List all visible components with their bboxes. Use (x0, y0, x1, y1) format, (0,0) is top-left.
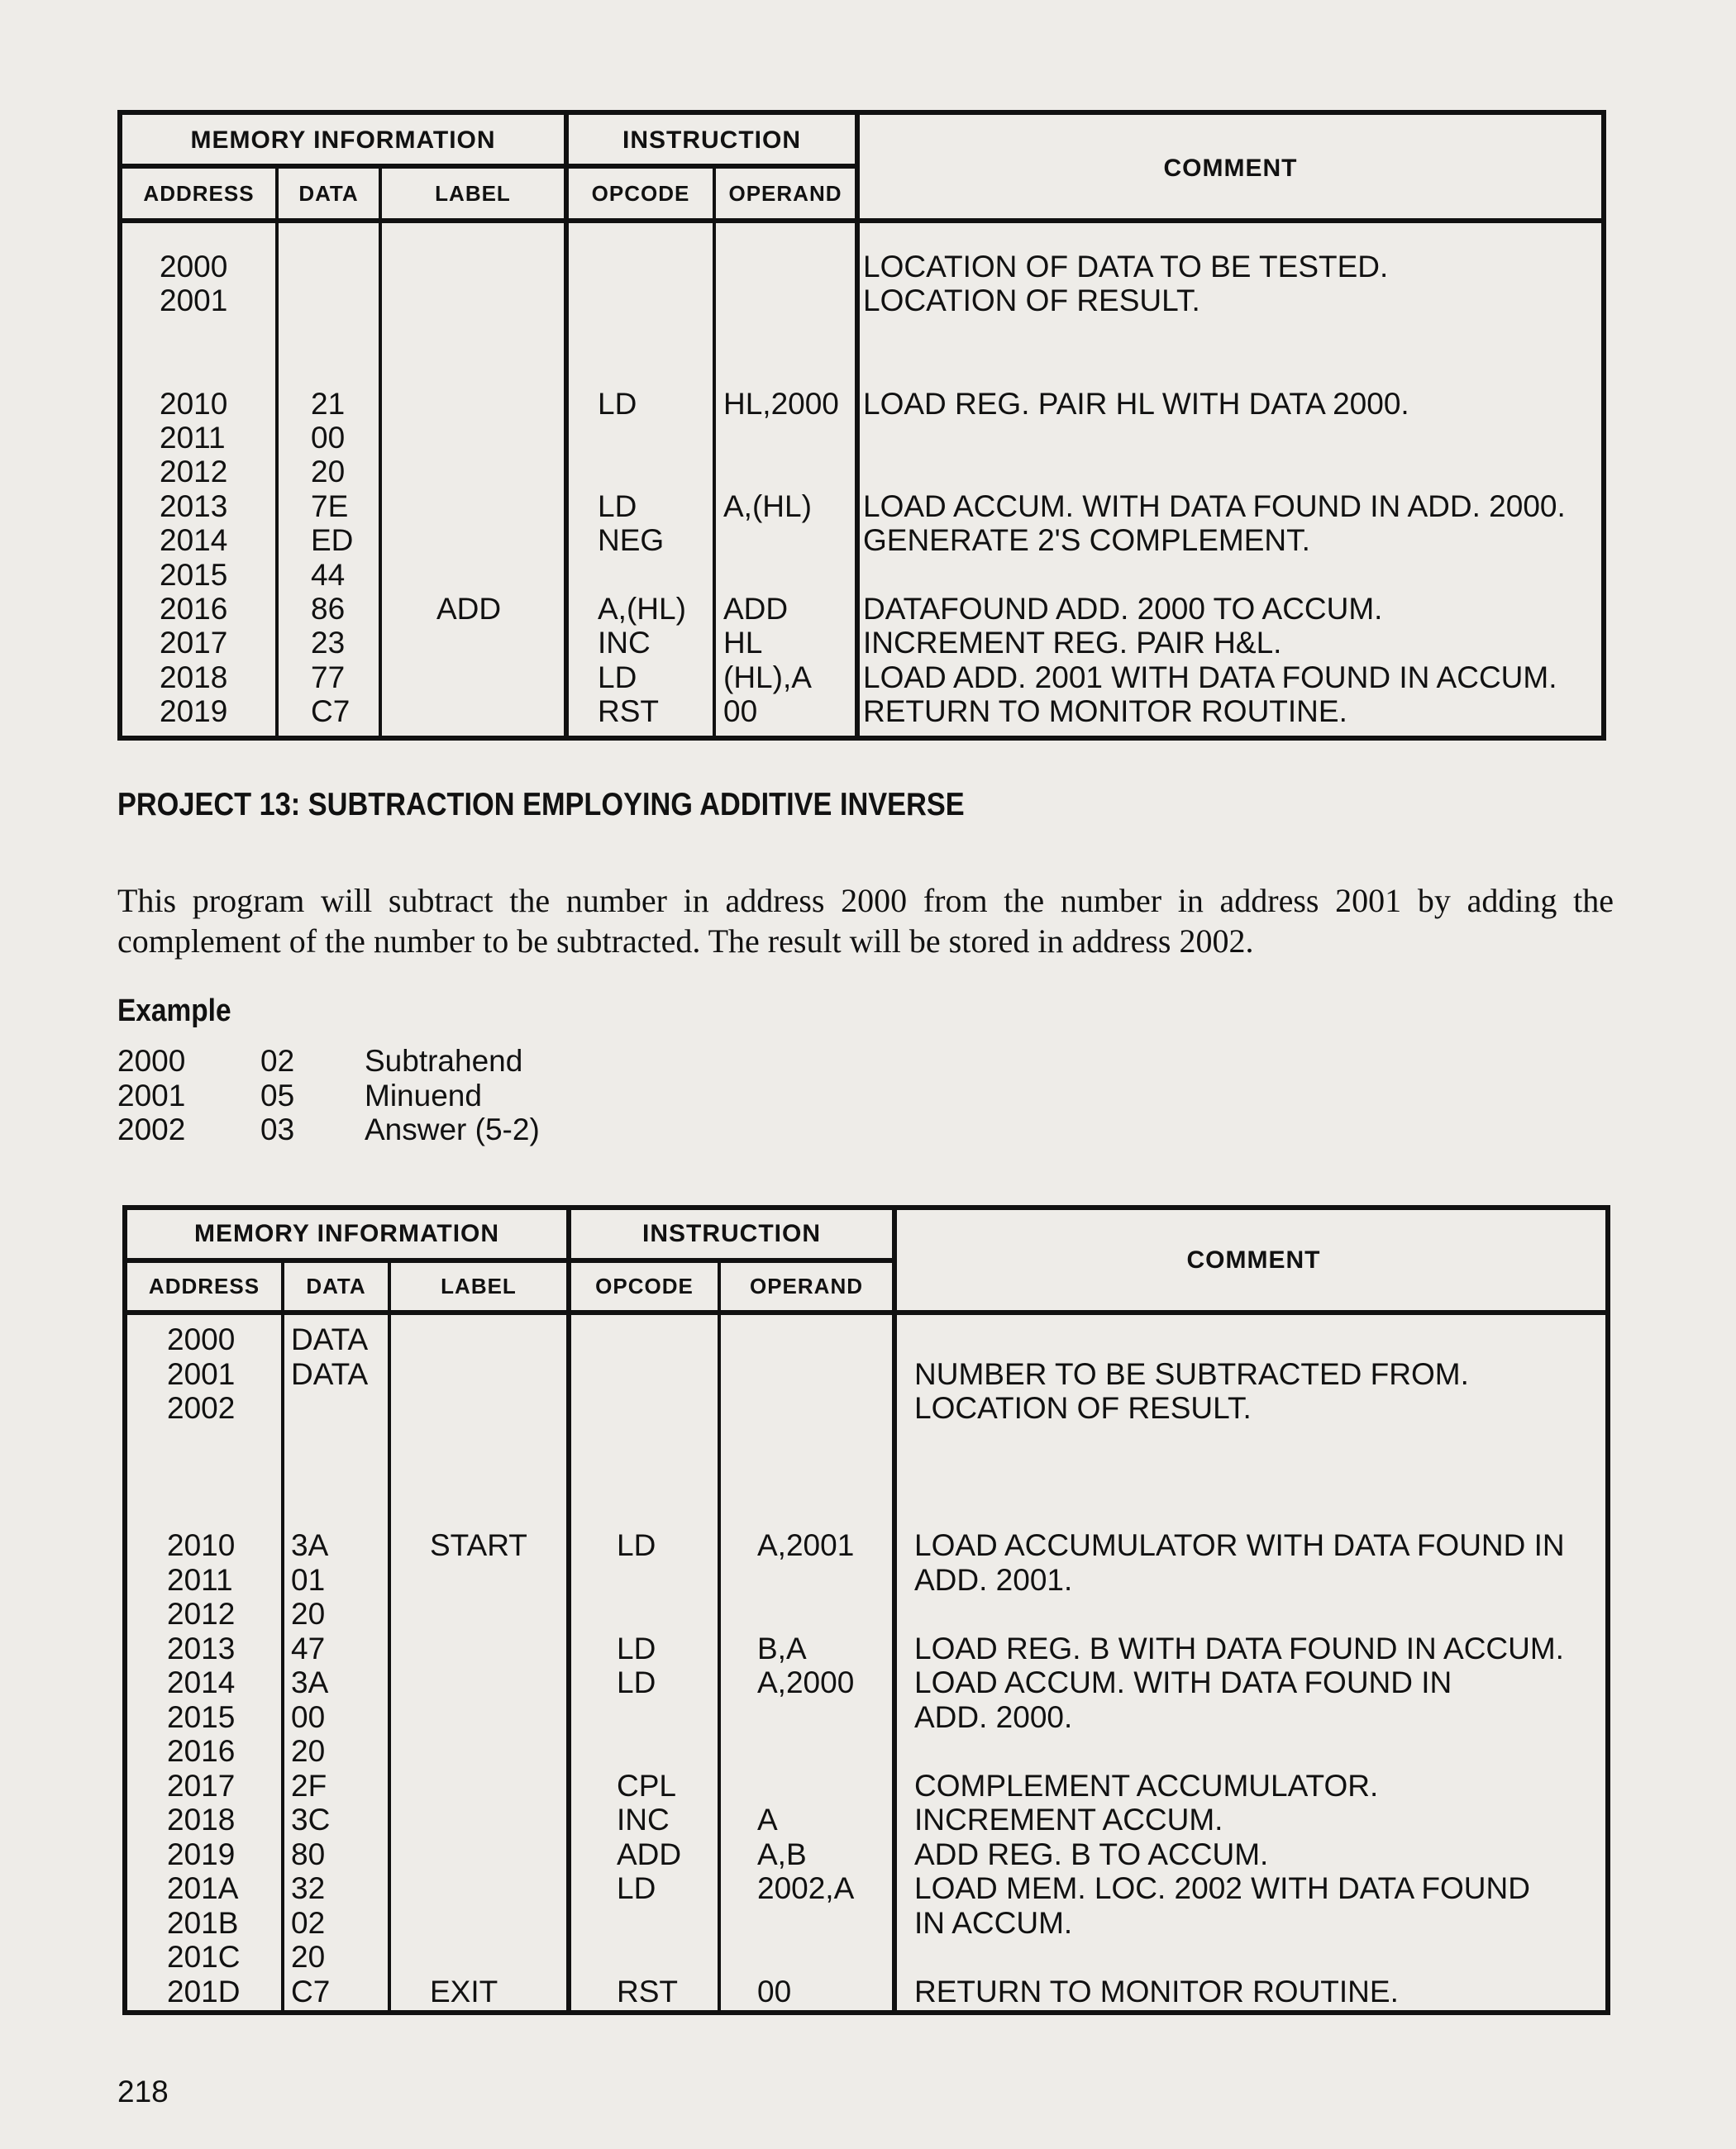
cell-opcode: LD (617, 1631, 656, 1665)
cell-opcode (598, 318, 686, 352)
cell-operand (757, 1700, 854, 1735)
cell-data (311, 318, 353, 352)
column-comment (914, 1322, 1565, 2008)
cell-label (436, 489, 501, 523)
cell-data: 47 (291, 1631, 326, 1665)
cell-label (430, 1322, 527, 1357)
cell-operand: 00 (757, 1974, 792, 2008)
cell-comment (863, 421, 1566, 455)
cell-operand (757, 1597, 854, 1632)
header-instruction: INSTRUCTION (642, 1220, 821, 1247)
cell-label (436, 694, 501, 728)
cell-comment: GENERATE 2'S COMPLEMENT. (863, 523, 1310, 558)
cell-operand (757, 1940, 854, 1975)
cell-opcode: LD (598, 660, 637, 694)
cell-address (160, 352, 227, 386)
cell-comment: LOCATION OF DATA TO BE TESTED. (863, 250, 1389, 284)
cell-opcode (598, 250, 686, 284)
cell-opcode: LD (617, 1528, 656, 1562)
column-label (436, 250, 501, 728)
cell-address: 201B (167, 1905, 239, 1940)
column-comment (863, 250, 1566, 728)
cell-comment: LOAD MEM. LOC. 2002 WITH DATA FOUND (914, 1871, 1530, 1905)
cell-label (430, 1734, 527, 1769)
cell-opcode (617, 1906, 681, 1941)
cell-operand (757, 1906, 854, 1941)
cell-comment (863, 455, 1566, 488)
cell-comment: DATAFOUND ADD. 2000 TO ACCUM. (863, 591, 1383, 626)
program-table-1 (117, 110, 1606, 741)
cell-data: 2F (291, 1768, 327, 1803)
cell-data: 20 (291, 1940, 326, 1974)
project-description: This program will subtract the number in address 2000 from the number in address 2001 by adding the complement of the number to be subtracted. The result will be stored in address 2002. (117, 882, 1614, 960)
cell-label (430, 1906, 527, 1941)
cell-opcode (617, 1940, 681, 1975)
cell-opcode: RST (598, 694, 659, 729)
cell-comment (863, 352, 1566, 386)
cell-label (430, 1632, 527, 1666)
cell-data: DATA (291, 1356, 369, 1391)
cell-data: 7E (311, 488, 349, 523)
cell-data: DATA (291, 1322, 369, 1356)
cell-data: 23 (311, 626, 346, 660)
cell-address: 2016 (160, 591, 228, 626)
cell-operand: HL,2000 (723, 386, 839, 421)
cell-opcode (617, 1700, 681, 1735)
cell-data: 00 (311, 420, 346, 455)
cell-label (430, 1494, 527, 1529)
cell-address: 2001 (160, 284, 228, 318)
example-address: 2000 (117, 1044, 186, 1078)
cell-label (436, 318, 501, 352)
cell-address: 2010 (167, 1528, 236, 1562)
cell-label (436, 660, 501, 694)
cell-comment: ADD. 2001. (914, 1562, 1073, 1597)
cell-opcode (617, 1494, 681, 1529)
cell-address: 2015 (160, 557, 228, 592)
header-comment: COMMENT (1186, 1246, 1321, 1274)
cell-comment (863, 558, 1566, 592)
cell-opcode: LD (617, 1665, 656, 1699)
cell-operand (757, 1734, 854, 1769)
cell-operand (757, 1391, 854, 1426)
cell-comment (914, 1734, 1565, 1769)
cell-operand (757, 1769, 854, 1804)
header-label: LABEL (441, 1274, 517, 1298)
col-divider-opcode-operand (718, 1258, 721, 2015)
cell-opcode: RST (617, 1974, 678, 2008)
cell-operand: (HL),A (723, 660, 812, 694)
header-data: DATA (306, 1274, 366, 1298)
cell-opcode: LD (598, 488, 637, 523)
cell-opcode (598, 558, 686, 592)
cell-label (430, 1700, 527, 1735)
cell-operand: A,2000 (757, 1665, 855, 1699)
cell-data (291, 1494, 368, 1529)
column-address (160, 250, 227, 728)
cell-operand: A,B (757, 1837, 807, 1871)
example-title: Example (117, 993, 231, 1028)
cell-data (311, 250, 353, 284)
header-opcode: OPCODE (595, 1274, 694, 1298)
header-address: ADDRESS (148, 1274, 260, 1298)
cell-comment: LOAD REG. PAIR HL WITH DATA 2000. (863, 386, 1409, 421)
cell-label (430, 1837, 527, 1872)
cell-label: START (430, 1528, 527, 1562)
cell-label (430, 1426, 527, 1460)
column-operand (723, 250, 839, 728)
cell-comment: NUMBER TO BE SUBTRACTED FROM. (914, 1356, 1469, 1391)
cell-data: 21 (311, 386, 346, 421)
cell-comment: INCREMENT REG. PAIR H&L. (863, 626, 1282, 660)
example-value: 05 (260, 1078, 295, 1113)
cell-opcode: ADD (617, 1837, 682, 1871)
cell-comment (914, 1426, 1565, 1460)
header-memory-information: MEMORY INFORMATION (190, 126, 496, 154)
cell-operand (723, 523, 839, 557)
header-divider (127, 1258, 892, 1263)
cell-address: 2018 (167, 1803, 236, 1837)
cell-operand (757, 1494, 854, 1529)
cell-comment: LOAD REG. B WITH DATA FOUND IN ACCUM. (914, 1631, 1564, 1665)
cell-comment (914, 1460, 1565, 1494)
cell-label (436, 250, 501, 284)
cell-comment: LOCATION OF RESULT. (863, 284, 1200, 318)
cell-opcode: A,(HL) (598, 591, 686, 626)
cell-address: 201C (167, 1940, 241, 1974)
cell-address: 2013 (167, 1631, 236, 1665)
cell-operand (723, 421, 839, 455)
cell-label (436, 352, 501, 386)
cell-operand (757, 1322, 854, 1357)
cell-label (436, 284, 501, 317)
cell-label: EXIT (430, 1974, 498, 2008)
column-opcode (617, 1322, 681, 2008)
cell-address: 2002 (167, 1391, 236, 1425)
cell-comment (914, 1322, 1565, 1357)
cell-data: ED (311, 523, 354, 558)
cell-data: 01 (291, 1562, 326, 1597)
cell-opcode: CPL (617, 1768, 676, 1803)
example-address: 2001 (117, 1078, 186, 1113)
cell-comment: RETURN TO MONITOR ROUTINE. (863, 694, 1347, 729)
cell-data (311, 284, 353, 317)
cell-comment: LOCATION OF RESULT. (914, 1391, 1252, 1425)
cell-label (430, 1460, 527, 1494)
cell-opcode (598, 455, 686, 488)
cell-label (436, 421, 501, 455)
header-memory-information: MEMORY INFORMATION (193, 1220, 500, 1247)
cell-opcode: LD (617, 1871, 656, 1905)
cell-data: 44 (311, 557, 346, 592)
cell-data: 32 (291, 1871, 326, 1905)
cell-address: 2019 (167, 1837, 236, 1871)
cell-label (430, 1940, 527, 1975)
cell-address: 2000 (167, 1322, 236, 1356)
header-opcode: OPCODE (591, 181, 690, 206)
cell-operand: A (757, 1803, 778, 1837)
cell-data: 3C (291, 1803, 331, 1837)
cell-operand: A,2001 (757, 1528, 855, 1562)
cell-comment: LOAD ACCUM. WITH DATA FOUND IN (914, 1665, 1452, 1699)
cell-data: 77 (311, 660, 346, 694)
cell-operand (757, 1563, 854, 1598)
cell-label (430, 1357, 527, 1392)
cell-opcode (617, 1357, 681, 1392)
cell-address: 2010 (160, 386, 228, 421)
cell-address: 2012 (160, 455, 228, 489)
cell-opcode (617, 1426, 681, 1460)
column-address (167, 1322, 240, 2008)
cell-operand: 00 (723, 694, 758, 729)
cell-label (436, 523, 501, 557)
cell-data: 86 (311, 591, 346, 626)
cell-data: 02 (291, 1905, 326, 1940)
cell-operand: ADD (723, 591, 789, 626)
cell-data: 3A (291, 1528, 329, 1562)
cell-address: 2000 (160, 250, 228, 284)
header-comment: COMMENT (1163, 155, 1298, 182)
cell-comment (914, 1940, 1565, 1975)
cell-address (167, 1426, 240, 1460)
cell-address: 2012 (167, 1597, 236, 1631)
divider-memory-instruction (564, 115, 569, 741)
cell-address: 2017 (167, 1768, 236, 1803)
cell-data: C7 (291, 1974, 331, 2008)
program-table-2 (122, 1205, 1610, 2015)
cell-address: 2014 (167, 1665, 236, 1699)
cell-comment: RETURN TO MONITOR ROUTINE. (914, 1974, 1399, 2008)
cell-operand (757, 1357, 854, 1392)
cell-opcode (617, 1597, 681, 1632)
col-divider-address-data (275, 164, 279, 741)
example-note: Minuend (365, 1078, 482, 1113)
cell-label (436, 626, 501, 660)
cell-address: 201D (167, 1974, 241, 2008)
cell-label: ADD (436, 591, 502, 626)
cell-comment (914, 1494, 1565, 1529)
cell-data (291, 1426, 368, 1460)
header-instruction: INSTRUCTION (622, 126, 801, 154)
column-data (291, 1322, 368, 2008)
cell-label (436, 455, 501, 488)
cell-opcode: NEG (598, 523, 665, 558)
cell-data (311, 352, 353, 386)
cell-opcode (617, 1391, 681, 1426)
example-note: Answer (5-2) (365, 1113, 540, 1146)
cell-opcode (617, 1563, 681, 1598)
cell-opcode (617, 1460, 681, 1494)
cell-opcode (598, 352, 686, 386)
col-divider-address-data (281, 1258, 284, 2015)
example-value: 03 (260, 1113, 295, 1146)
cell-address: 2015 (167, 1699, 236, 1734)
cell-address: 2017 (160, 626, 228, 660)
header-operand: OPERAND (749, 1274, 863, 1298)
example-value: 02 (260, 1044, 295, 1078)
col-divider-opcode-operand (713, 164, 716, 741)
cell-address: 2011 (167, 1562, 233, 1597)
cell-comment: LOAD ADD. 2001 WITH DATA FOUND IN ACCUM. (863, 660, 1557, 694)
cell-operand: A,(HL) (723, 488, 812, 523)
cell-opcode (598, 284, 686, 317)
cell-address (160, 318, 227, 352)
header-bottom-rule (127, 1310, 1610, 1315)
cell-operand (723, 250, 839, 284)
cell-address: 201A (167, 1871, 239, 1905)
column-operand (757, 1322, 854, 2008)
cell-data: C7 (311, 694, 351, 729)
column-data (311, 250, 353, 728)
cell-data: 80 (291, 1837, 326, 1871)
cell-operand (757, 1426, 854, 1460)
cell-label (430, 1769, 527, 1804)
cell-operand: B,A (757, 1631, 807, 1665)
divider-instruction-comment (892, 1210, 897, 2015)
cell-operand (723, 455, 839, 488)
cell-address: 2013 (160, 488, 228, 523)
cell-label (436, 558, 501, 592)
cell-comment: ADD REG. B TO ACCUM. (914, 1837, 1269, 1871)
cell-comment: COMPLEMENT ACCUMULATOR. (914, 1768, 1379, 1803)
cell-operand (723, 284, 839, 317)
header-address: ADDRESS (143, 181, 255, 206)
header-data: DATA (298, 181, 359, 206)
cell-data (291, 1460, 368, 1494)
cell-address: 2014 (160, 523, 228, 558)
cell-address (167, 1460, 240, 1494)
cell-opcode: INC (617, 1803, 670, 1837)
cell-comment: LOAD ACCUMULATOR WITH DATA FOUND IN (914, 1528, 1565, 1562)
cell-operand (723, 318, 839, 352)
cell-label (430, 1665, 527, 1700)
header-label: LABEL (435, 181, 511, 206)
cell-label (430, 1803, 527, 1837)
header-bottom-rule (122, 218, 1601, 223)
cell-label (436, 387, 501, 421)
cell-comment (914, 1597, 1565, 1632)
cell-data (291, 1391, 368, 1426)
cell-operand (723, 558, 839, 592)
column-opcode (598, 250, 686, 728)
example-note: Subtrahend (365, 1044, 523, 1078)
cell-address: 2016 (167, 1734, 236, 1768)
cell-operand (757, 1460, 854, 1494)
col-divider-data-label (379, 164, 382, 741)
column-label (430, 1322, 527, 2008)
cell-comment: INCREMENT ACCUM. (914, 1803, 1223, 1837)
cell-label (430, 1391, 527, 1426)
cell-opcode (598, 421, 686, 455)
cell-comment: IN ACCUM. (914, 1905, 1073, 1940)
col-divider-data-label (388, 1258, 391, 2015)
cell-label (430, 1563, 527, 1598)
cell-address: 2018 (160, 660, 228, 694)
cell-data: 20 (291, 1734, 326, 1768)
divider-memory-instruction (566, 1210, 571, 2015)
cell-address: 2019 (160, 694, 228, 729)
cell-data: 20 (291, 1597, 326, 1631)
cell-operand (723, 352, 839, 386)
cell-address: 2001 (167, 1356, 236, 1391)
cell-opcode (617, 1322, 681, 1357)
cell-data: 00 (291, 1699, 326, 1734)
cell-label (430, 1871, 527, 1906)
cell-address: 2011 (160, 420, 226, 455)
cell-opcode: LD (598, 386, 637, 421)
cell-operand: HL (723, 626, 763, 660)
cell-comment (863, 318, 1566, 352)
cell-operand: 2002,A (757, 1871, 855, 1905)
header-operand: OPERAND (728, 181, 842, 206)
header-divider (122, 164, 855, 169)
divider-instruction-comment (855, 115, 860, 741)
cell-comment: LOAD ACCUM. WITH DATA FOUND IN ADD. 2000. (863, 488, 1566, 523)
cell-opcode (617, 1734, 681, 1769)
project-heading: PROJECT 13: SUBTRACTION EMPLOYING ADDITIVE INVERSE (117, 787, 965, 822)
cell-data: 20 (311, 455, 346, 489)
page-number: 218 (117, 2075, 169, 2108)
cell-opcode: INC (598, 626, 651, 660)
cell-address (167, 1494, 240, 1529)
cell-comment: ADD. 2000. (914, 1699, 1073, 1734)
cell-label (430, 1597, 527, 1632)
cell-data: 3A (291, 1665, 329, 1699)
example-address: 2002 (117, 1113, 186, 1146)
